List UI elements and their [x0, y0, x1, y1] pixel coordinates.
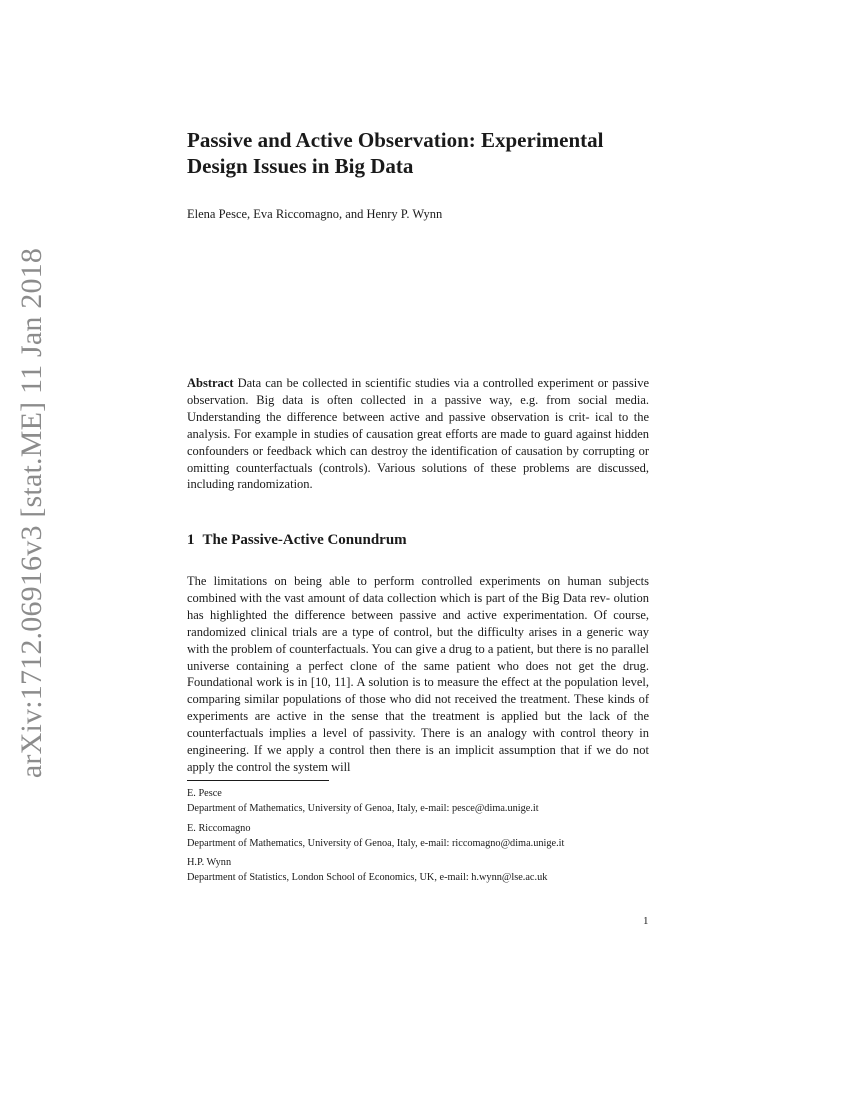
affiliation-name: E. Riccomagno: [187, 823, 251, 834]
affiliation-pesce: [187, 787, 657, 816]
affiliation-name: E. Pesce: [187, 788, 222, 799]
section-body-text: The limitations on being able to perform controlled experiments on human subjects combined with the vast amount of data collection which is part of the Big Data rev- olution has highlighted the difference between passive and active experimentation. Of course, randomized clinical trials are a type of control, but the difficulty arises in a generic way with the problem of counterfactuals. You can give a drug to a patient, but there is no parallel universe containing a perfect clone of the same patient who does not get the drug. Foundational work is in [10, 11]. A solution is to measure the effect at the population level, comparing similar populations of those who did not received the treatment. These kinds of experiments are active in the sense that the treatment is applied but the lack of the counterfactuals implies a level of passivity. There is an analogy with control theory in engineering. If we apply a control then there is an implicit assumption that if we do not apply the control the system will: [187, 574, 649, 774]
affiliation-detail: Department of Mathematics, University of Genoa, Italy, e-mail: pesce@dima.unige.it: [187, 802, 539, 814]
section-heading: [187, 532, 407, 549]
page-number: 1: [643, 915, 649, 927]
paper-title: Passive and Active Observation: Experimental Design Issues in Big Data: [187, 128, 604, 178]
abstract-label: Abstract: [187, 376, 234, 390]
author-list: Elena Pesce, Eva Riccomagno, and Henry P. Wynn: [187, 207, 443, 221]
abstract: [187, 375, 649, 493]
footnote-divider: [187, 780, 329, 781]
arxiv-identifier-text: arXiv:1712.06916v3 [stat.ME] 11 Jan 2018: [15, 247, 49, 779]
section-number: 1: [187, 532, 195, 548]
affiliation-wynn: [187, 856, 657, 885]
abstract-text: Data can be collected in scientific studies via a controlled experiment or passive observation. Big data is often collected in a passive way, e.g. from social media. Understanding the difference between active and passive observation is crit- ical to the analysis. For example in studies of causation great efforts are made to guard against hidden confounders or feedback which can destroy the identification of causation by corrupting or omitting counterfactuals (controls). Various solutions of these problems are discussed, including randomization.: [187, 376, 650, 492]
affiliation-name: H.P. Wynn: [187, 857, 232, 868]
section-title: The Passive-Active Conundrum: [202, 532, 407, 548]
arxiv-identifier-stamp: [15, 247, 49, 779]
affiliation-riccomagno: [187, 822, 657, 851]
affiliation-detail: Department of Mathematics, University of Genoa, Italy, e-mail: riccomagno@dima.unige.it: [187, 837, 565, 849]
affiliation-detail: Department of Statistics, London School of Economics, UK, e-mail: h.wynn@lse.ac.uk: [187, 871, 548, 883]
